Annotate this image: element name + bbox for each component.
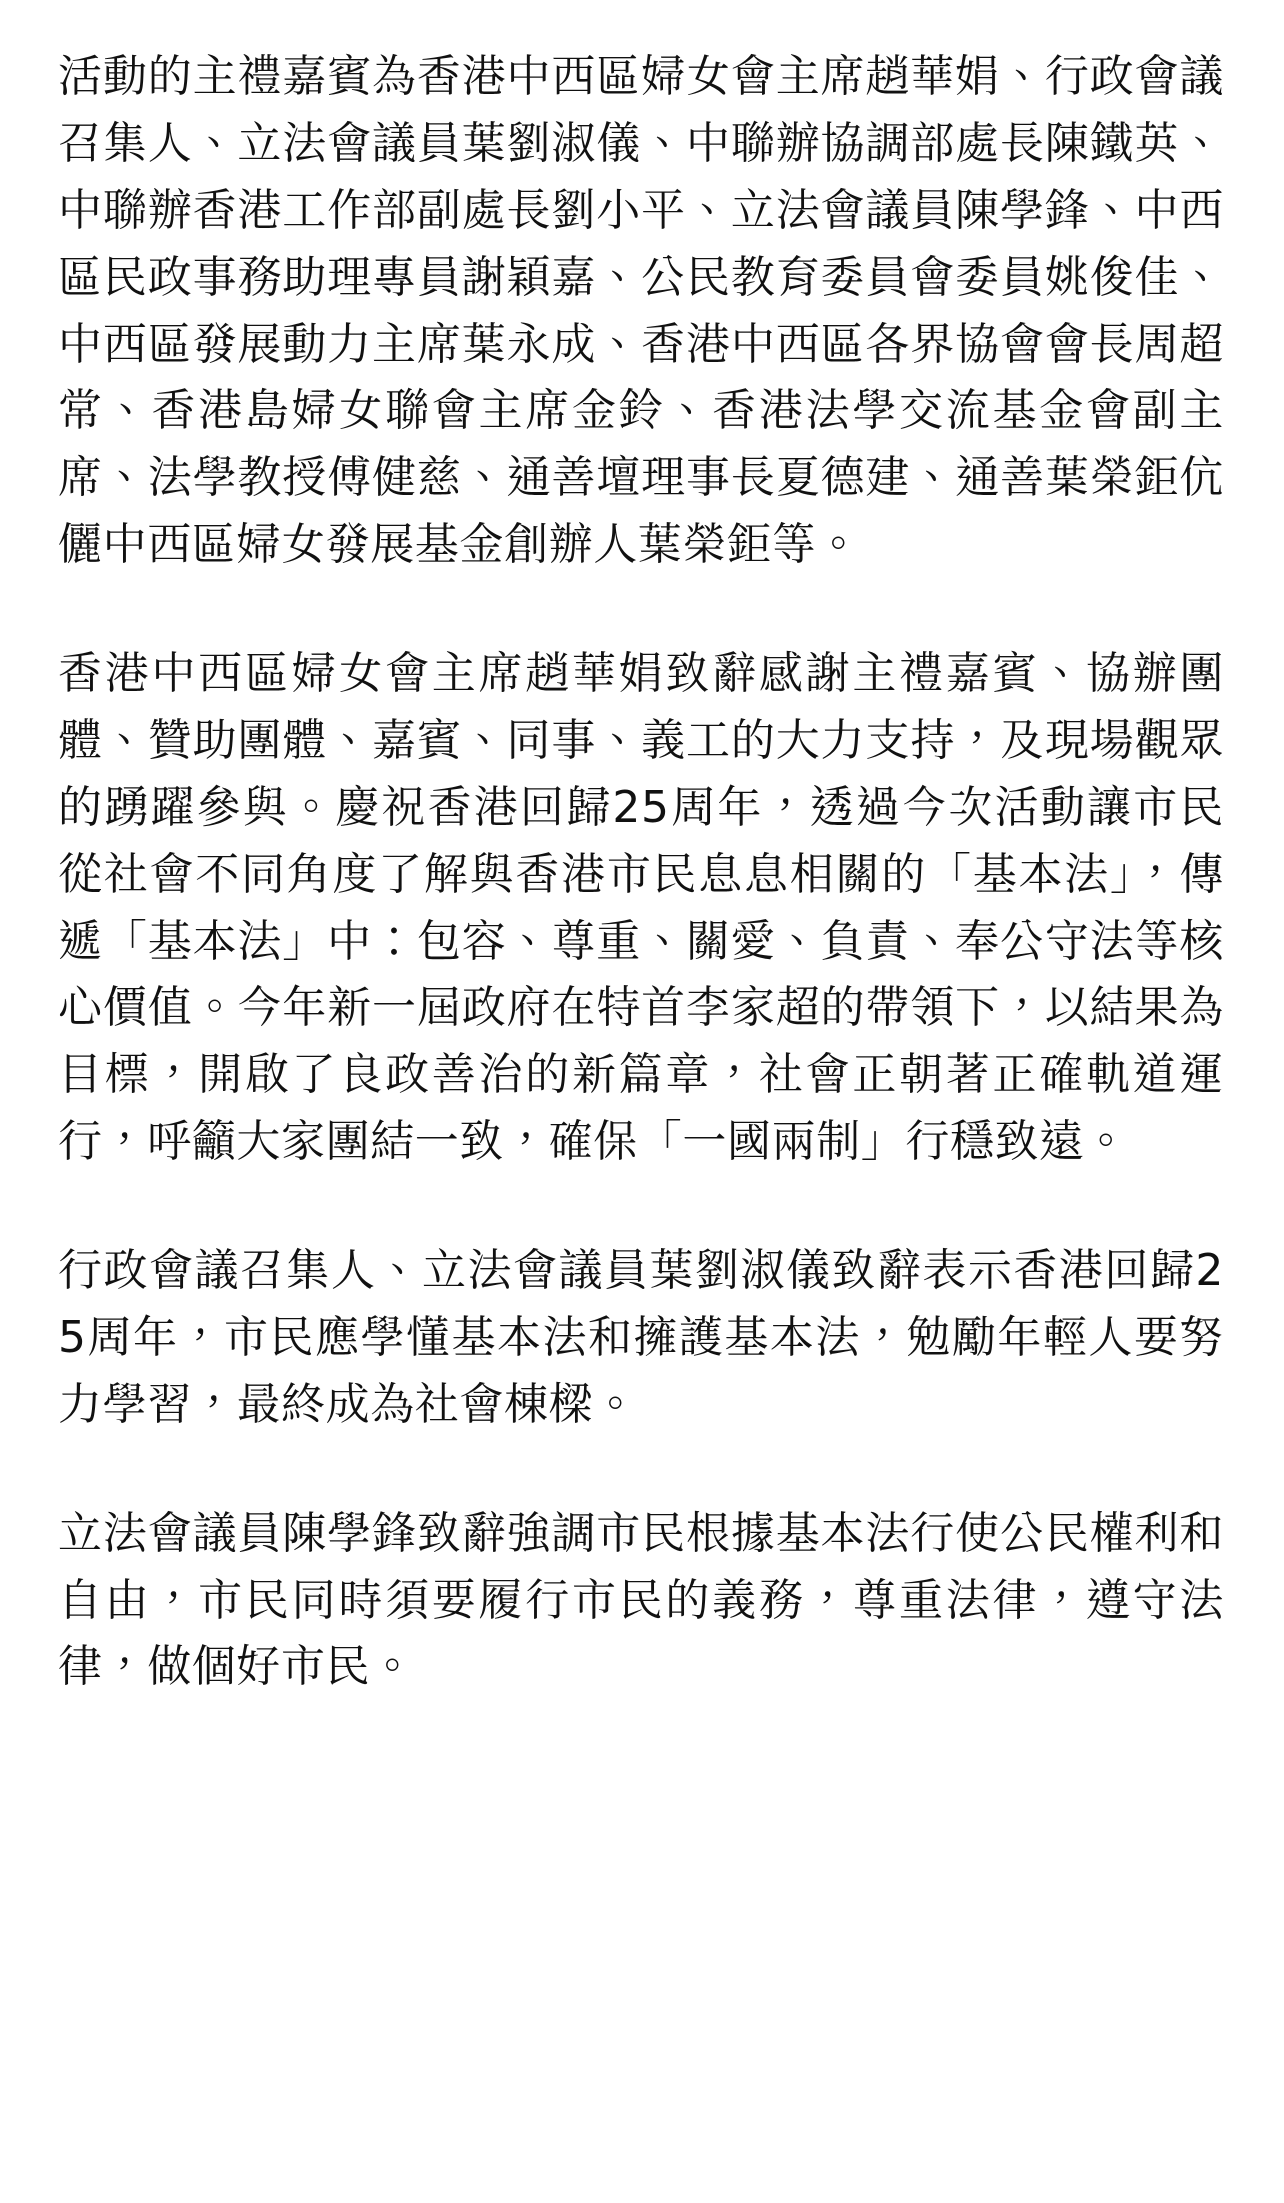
body-paragraph-2: 香港中西區婦女會主席趙華娟致辭感謝主禮嘉賓、協辦團體、贊助團體、嘉賓、同事、義工的大力支持，及現場觀眾的踴躍參與。慶祝香港回歸25周年，透過今次活動讓市民從社會不同角度了解與香港市民息息相關的「基本法」，傳遞「基本法」中：包容、尊重、關愛、負責、奉公守法等核心價值。今年新一屆政府在特首李家超的帶領下，以結果為目標，開啟了良政善治的新篇章，社會正朝著正確軌道運行，呼籲大家團結一致，確保「一國兩制」行穩致遠。 [58, 648, 1224, 1168]
body-paragraph-4: 立法會議員陳學鋒致辭強調市民根據基本法行使公民權利和自由，市民同時須要履行市民的義務，尊重法律，遵守法律，做個好市民。 [58, 1507, 1224, 1693]
body-paragraph-1: 活動的主禮嘉賓為香港中西區婦女會主席趙華娟、行政會議召集人、立法會議員葉劉淑儀、中聯辦協調部處長陳鐵英、中聯辦香港工作部副處長劉小平、立法會議員陳學鋒、中西區民政事務助理專員謝穎嘉、公民教育委員會委員姚俊佳、中西區發展動力主席葉永成、香港中西區各界協會會長周超常、香港島婦女聯會主席金鈴、香港法學交流基金會副主席、法學教授傅健慈、通善壇理事長夏德建、通善葉榮鉅伉儷中西區婦女發展基金創辦人葉榮鉅等。 [58, 51, 1224, 571]
article-body [58, 44, 1224, 1701]
body-paragraph-3: 行政會議召集人、立法會議員葉劉淑儀致辭表示香港回歸25周年，市民應學懂基本法和擁護基本法，勉勵年輕人要努力學習，最終成為社會棟樑。 [58, 1245, 1224, 1430]
